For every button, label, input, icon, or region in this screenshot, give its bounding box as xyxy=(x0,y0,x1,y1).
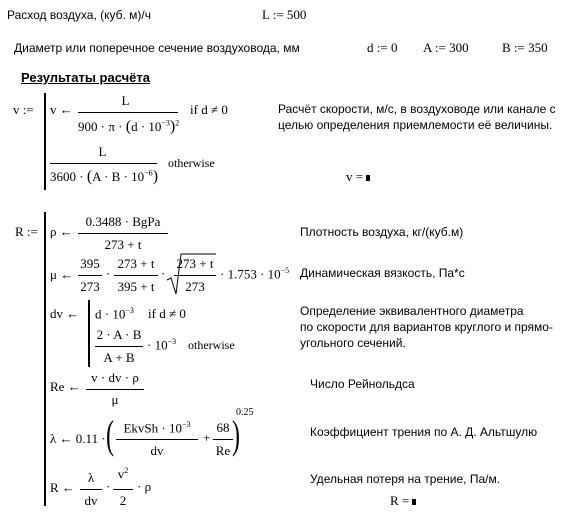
velocity-row2-cond: otherwise xyxy=(168,156,215,170)
r-f1-line xyxy=(80,489,102,490)
mu-comment: Динамическая вязкость, Па*с xyxy=(300,266,465,280)
dv-comment-1: Определение эквивалентного диаметра xyxy=(300,304,524,318)
velocity-row1-fraction-line xyxy=(78,112,178,113)
velocity-row2-num: L xyxy=(98,144,107,159)
dv-row1-text: d · 10 xyxy=(95,306,126,322)
mu-tail-text: · 1.753 · 10 xyxy=(220,266,281,282)
velocity-lhs[interactable]: v := xyxy=(13,102,34,117)
r-f2-num-base: v xyxy=(117,466,125,482)
r-comment: Удельная потеря на трение, Па/м. xyxy=(310,472,501,486)
mu-f1-num: 395 xyxy=(80,256,100,271)
r-program-bar xyxy=(44,212,46,506)
re-den: μ xyxy=(111,392,119,407)
rho-var: ρ ← xyxy=(50,224,73,239)
r-f1-den: dv xyxy=(84,493,98,508)
velocity-row2-fraction-line xyxy=(50,163,157,164)
velocity-row1-den: $900 \cdot \pi \cdot (d \cdot 10^{-3})^2$ xyxy=(78,118,180,135)
velocity-row1-den-b: d · 10 xyxy=(131,119,162,134)
r-result-label: R = xyxy=(390,493,410,508)
lambda-plus: + xyxy=(203,430,211,445)
mu-f3-den: 273 xyxy=(185,279,205,294)
velocity-row2-den: $3600 \cdot (A \cdot B \cdot 10^{-6})$ xyxy=(50,168,159,185)
rho-comment: Плотность воздуха, кг/(куб.м) xyxy=(300,225,464,239)
r-tail: · ρ xyxy=(137,479,152,494)
velocity-row1-den-pow: 2 xyxy=(175,118,180,128)
airflow-expression[interactable]: L := 500 xyxy=(262,7,307,22)
velocity-result-label: v = xyxy=(346,169,364,184)
r-f2-num-exp: 2 xyxy=(124,466,129,475)
results-heading: Результаты расчёта xyxy=(21,70,150,85)
velocity-comment: Расчёт скорости, м/с, в воздуховоде или канале с целью определения приемлемости её величины. xyxy=(278,102,556,132)
velocity-program-bar xyxy=(44,93,46,190)
lambda-comment: Коэффициент трения по А. Д. Альтшулю xyxy=(310,425,538,439)
mu-f1-den: 273 xyxy=(80,279,100,294)
dv-row2-line xyxy=(95,346,143,347)
r-f2-line xyxy=(113,489,133,490)
r-f1-num: λ xyxy=(87,470,95,485)
r-result-placeholder[interactable] xyxy=(412,499,416,505)
velocity-row2-den-exp: −6 xyxy=(144,168,153,178)
re-num: v · dv · ρ xyxy=(91,370,139,385)
mu-tail-exp: −5 xyxy=(280,266,290,275)
mu-f2-den: 395 + t xyxy=(117,279,155,294)
r-result[interactable] xyxy=(390,493,416,509)
rho-den: 273 + t xyxy=(104,237,142,252)
dv-row2-num: 2 · A · B xyxy=(96,327,142,342)
dv-row1 xyxy=(95,306,134,322)
airflow-label: Расход воздуха, (куб. м)/ч xyxy=(7,8,152,22)
r-f2-den: 2 xyxy=(119,493,127,508)
dv-row2-tail-text: · 10 xyxy=(147,337,168,353)
re-fraction-line xyxy=(86,389,144,390)
re-var: Re ← xyxy=(50,379,81,394)
dv-var: dv ← xyxy=(50,306,80,321)
velocity-row1-den-exp: −3 xyxy=(161,118,170,128)
r-f2-num xyxy=(113,466,133,482)
rho-num: 0.3488 · BgPa xyxy=(85,214,161,229)
velocity-row2-den-b: A · B · 10 xyxy=(92,169,145,184)
dv-row2-tail xyxy=(147,337,176,353)
dv-row1-cond: if d ≠ 0 xyxy=(148,306,186,321)
mu-dot2: · xyxy=(161,266,166,281)
velocity-row1-var: v ← xyxy=(50,102,73,117)
dv-comment-3: угольного сечений. xyxy=(300,336,406,350)
velocity-row2-den-a: 3600 · xyxy=(50,169,84,184)
velocity-row1-cond: if d ≠ 0 xyxy=(190,102,228,117)
dv-program-bar xyxy=(88,300,90,367)
velocity-result-placeholder[interactable] xyxy=(366,175,370,181)
dv-comment-2: по скорости для вариантов круглого и прямо- xyxy=(300,320,553,334)
mu-f2-line xyxy=(114,275,158,276)
lambda-f1-den: dv xyxy=(150,443,164,458)
mu-dot1: · xyxy=(106,266,111,281)
mu-var: μ ← xyxy=(50,267,74,282)
mu-f3-line xyxy=(174,275,216,276)
r-dot: · xyxy=(106,479,111,494)
lambda-f2-num: 68 xyxy=(216,420,230,435)
lambda-f1-line xyxy=(116,439,198,440)
mu-tail xyxy=(220,266,289,282)
dv-row1-exp: −3 xyxy=(125,306,134,315)
r-lhs[interactable]: R := xyxy=(15,224,38,239)
lambda-pow: 0.25 xyxy=(236,407,254,418)
b-expression[interactable]: B := 350 xyxy=(502,40,548,55)
d-expression[interactable]: d := 0 xyxy=(367,40,398,55)
velocity-result[interactable] xyxy=(346,169,370,185)
dv-row2-cond: otherwise xyxy=(188,338,235,352)
dv-row2-exp: −3 xyxy=(167,337,177,346)
lambda-open-paren: ( xyxy=(106,412,114,457)
lambda-f2-line xyxy=(213,439,233,440)
lambda-close-paren: ) xyxy=(232,412,240,457)
dv-row2-den: A + B xyxy=(103,350,135,365)
mu-f2-num: 273 + t xyxy=(117,256,155,271)
diameter-label: Диаметр или поперечное сечение воздуховода, мм xyxy=(14,41,300,55)
mu-f1-line xyxy=(78,275,102,276)
lambda-f1-num-text: EkvSh · 10 xyxy=(123,420,182,436)
velocity-row1-num: L xyxy=(121,93,130,108)
re-comment: Число Рейнольдса xyxy=(310,377,415,391)
mu-f3-num: 273 + t xyxy=(176,256,214,271)
lambda-f1-num xyxy=(116,420,198,436)
lambda-var: λ ← 0.11 · xyxy=(50,431,106,446)
velocity-row1-den-a: 900 · π · xyxy=(78,119,123,134)
rho-fraction-line xyxy=(78,233,168,234)
lambda-f1-exp: −3 xyxy=(181,420,191,429)
lambda-f2-den: Re xyxy=(215,443,231,458)
r-final-var: R ← xyxy=(50,480,75,495)
a-expression[interactable]: A := 300 xyxy=(423,40,469,55)
